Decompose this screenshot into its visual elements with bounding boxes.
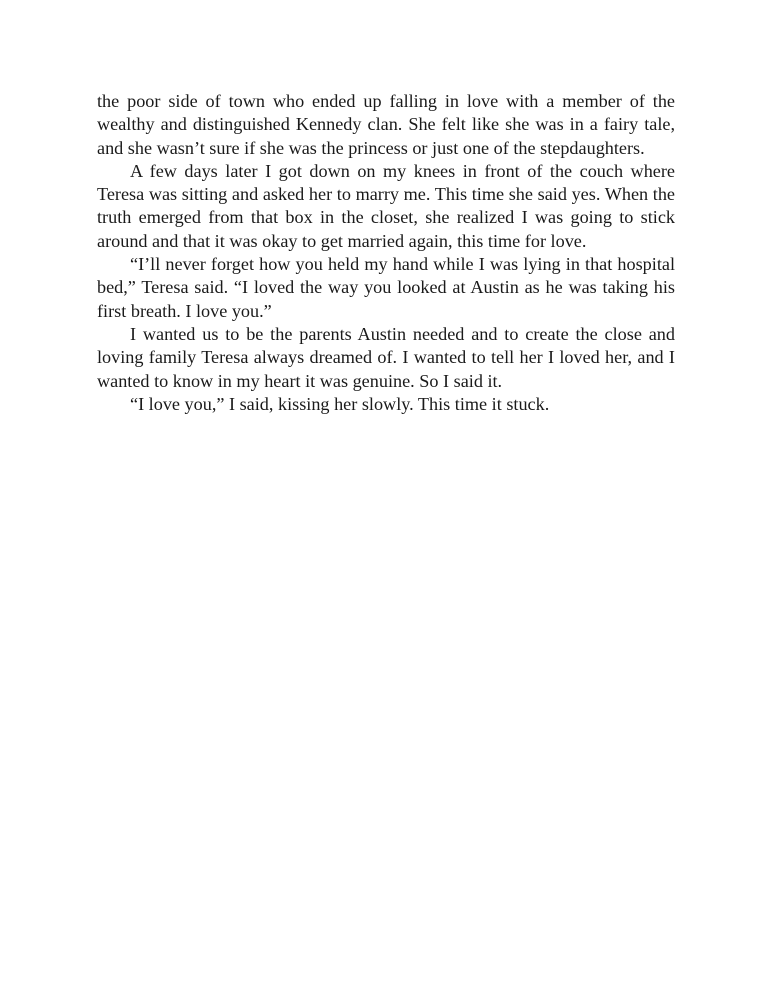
- body-text: [97, 90, 675, 416]
- paragraph: A few days later I got down on my knees in front of the couch where Teresa was sitting and asked her to marry me. This time she said yes. When the truth emerged from that box in the closet, she realized I was going to stick around and that it was okay to get married again, this time for love.: [97, 160, 675, 251]
- paragraph-continued: the poor side of town who ended up falling in love with a member of the wealthy and distinguished Kennedy clan. She felt like she was in a fairy tale, and she wasn’t sure if she was the princess or just one of the stepdaughters.: [97, 91, 675, 158]
- paragraph: “I’ll never forget how you held my hand while I was lying in that hospital bed,” Teresa said. “I loved the way you looked at Austin as he was taking his first breath. I love you.”: [97, 254, 675, 321]
- paragraph: “I love you,” I said, kissing her slowly. This time it stuck.: [130, 393, 550, 414]
- paragraph: I wanted us to be the parents Austin needed and to create the close and loving family Teresa always dreamed of. I wanted to tell her I loved her, and I wanted to know in my heart it was genuine. So I said it.: [97, 323, 675, 391]
